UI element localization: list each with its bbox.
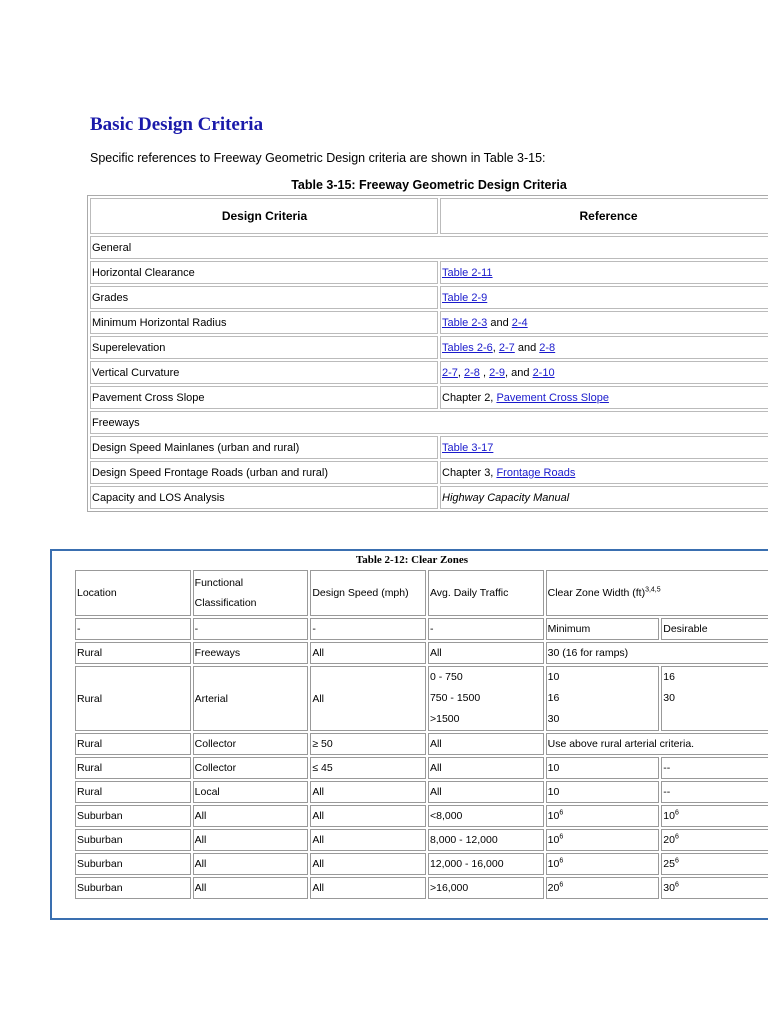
dash-cell: - xyxy=(193,618,309,640)
footnote-marker: 6 xyxy=(559,809,564,817)
table-row xyxy=(90,486,768,509)
classification-cell: All xyxy=(193,829,309,851)
reference-text: Chapter 3, xyxy=(442,466,494,479)
speed-cell: ≥ 50 xyxy=(310,733,426,755)
minimum-cell: 10 xyxy=(546,757,660,779)
traffic-cell: All xyxy=(428,642,544,664)
classification-cell: Freeways xyxy=(193,642,309,664)
table-row xyxy=(90,411,768,434)
traffic-cell: 12,000 - 16,000 xyxy=(428,853,544,875)
classification-cell: Arterial xyxy=(193,666,309,731)
traffic-value: 750 - 1500 xyxy=(429,692,481,704)
traffic-cell: 8,000 - 12,000 xyxy=(428,829,544,851)
reference-cell: Highway Capacity Manual xyxy=(440,486,768,509)
link-table-3-17[interactable]: Table 3-17 xyxy=(442,441,494,454)
criteria-cell: Minimum Horizontal Radius xyxy=(90,311,438,334)
dash-cell: - xyxy=(310,618,426,640)
traffic-value: 0 - 750 xyxy=(429,671,463,683)
table-row xyxy=(90,386,768,409)
table-row xyxy=(75,877,768,899)
traffic-cell xyxy=(428,666,544,731)
table-row xyxy=(75,805,768,827)
table-row xyxy=(75,757,768,779)
classification-cell: Collector xyxy=(193,733,309,755)
reference-cell xyxy=(440,436,768,459)
clear-zones-table xyxy=(73,568,768,901)
minimum-cell xyxy=(546,829,660,851)
desirable-cell xyxy=(661,805,768,827)
link-2-7[interactable]: 2-7 xyxy=(498,341,515,354)
table1-caption: Table 3-15: Freeway Geometric Design Criteria xyxy=(291,178,567,192)
classification-cell: All xyxy=(193,805,309,827)
traffic-cell: >16,000 xyxy=(428,877,544,899)
location-cell: Suburban xyxy=(75,853,191,875)
location-cell: Rural xyxy=(75,642,191,664)
link-2-8[interactable]: 2-8 xyxy=(464,366,480,379)
link-2-4[interactable]: 2-4 xyxy=(511,316,528,329)
speed-cell: All xyxy=(310,877,426,899)
traffic-cell: All xyxy=(428,757,544,779)
speed-cell: All xyxy=(310,805,426,827)
table-row xyxy=(90,336,768,359)
intro-text: Specific references to Freeway Geometric Design criteria are shown in Table 3-15: xyxy=(90,151,546,165)
location-cell: Suburban xyxy=(75,877,191,899)
footnote-marker: 6 xyxy=(559,857,564,865)
desirable-cell xyxy=(661,829,768,851)
header-location: Location xyxy=(75,570,191,616)
header-minimum: Minimum xyxy=(546,618,660,640)
minimum-value: 16 xyxy=(547,692,560,704)
clear-zones-panel xyxy=(50,549,768,920)
criteria-cell: Design Speed Frontage Roads (urban and rural) xyxy=(90,461,438,484)
link-2-9[interactable]: 2-9 xyxy=(489,366,506,379)
link-2-7[interactable]: 2-7 xyxy=(442,366,458,379)
link-table-2-3[interactable]: Table 2-3 xyxy=(442,316,488,329)
link-tables-2-6[interactable]: Tables 2-6 xyxy=(442,341,493,354)
criteria-cell: Design Speed Mainlanes (urban and rural) xyxy=(90,436,438,459)
location-cell: Rural xyxy=(75,666,191,731)
table-row xyxy=(90,261,768,284)
reference-cell xyxy=(440,261,768,284)
table-row xyxy=(90,361,768,384)
section-general: General xyxy=(90,236,768,259)
location-cell: Rural xyxy=(75,757,191,779)
minimum-cell: 10 xyxy=(546,781,660,803)
table-row xyxy=(75,829,768,851)
reference-cell: Tables 2-6, 2-7 and 2-8 xyxy=(440,336,768,359)
header-design-speed: Design Speed (mph) xyxy=(310,570,426,616)
link-pavement-cross-slope[interactable]: Pavement Cross Slope xyxy=(496,391,609,404)
table-header-row xyxy=(90,198,768,234)
link-table-2-11[interactable]: Table 2-11 xyxy=(442,266,493,279)
footnote-marker: 6 xyxy=(559,881,564,889)
minimum-value: 10 xyxy=(547,858,560,870)
freeway-design-criteria-table xyxy=(87,195,768,512)
table-row xyxy=(90,461,768,484)
minimum-cell xyxy=(546,666,660,731)
table-row xyxy=(90,286,768,309)
desirable-cell xyxy=(661,853,768,875)
criteria-cell: Pavement Cross Slope xyxy=(90,386,438,409)
minimum-cell xyxy=(546,805,660,827)
table-row xyxy=(75,642,768,664)
table-row xyxy=(75,853,768,875)
classification-cell: All xyxy=(193,853,309,875)
and-text: and xyxy=(517,341,537,354)
and-text: and xyxy=(490,316,509,329)
footnote-marker: 3,4,5 xyxy=(645,586,661,594)
classification-cell: Local xyxy=(193,781,309,803)
minimum-cell xyxy=(546,877,660,899)
header-functional-classification: Functional Classification xyxy=(193,570,309,616)
link-2-8[interactable]: 2-8 xyxy=(539,341,556,354)
section-freeways: Freeways xyxy=(90,411,768,434)
desirable-value: 10 xyxy=(663,810,675,822)
reference-cell xyxy=(440,311,768,334)
criteria-cell: Vertical Curvature xyxy=(90,361,438,384)
classification-cell: Collector xyxy=(193,757,309,779)
table-subheader-row xyxy=(75,618,768,640)
classification-cell: All xyxy=(193,877,309,899)
desirable-value: 25 xyxy=(663,858,675,870)
table-row xyxy=(75,781,768,803)
and-text: and xyxy=(511,366,530,379)
desirable-cell: -- xyxy=(661,781,768,803)
minimum-value: 20 xyxy=(547,882,560,894)
desirable-value: 20 xyxy=(663,834,675,846)
speed-cell: All xyxy=(310,781,426,803)
location-cell: Suburban xyxy=(75,829,191,851)
location-cell: Suburban xyxy=(75,805,191,827)
minimum-value: 10 xyxy=(547,671,560,683)
desirable-cell: -- xyxy=(661,757,768,779)
header-clear-zone-width-label: Clear Zone Width (ft) xyxy=(547,587,646,599)
table-row xyxy=(75,733,768,755)
traffic-cell: <8,000 xyxy=(428,805,544,827)
desirable-cell xyxy=(661,877,768,899)
speed-cell: All xyxy=(310,642,426,664)
speed-cell: All xyxy=(310,853,426,875)
page-heading: Basic Design Criteria xyxy=(90,114,264,135)
criteria-cell: Superelevation xyxy=(90,336,438,359)
link-frontage-roads[interactable]: Frontage Roads xyxy=(496,466,576,479)
header-reference: Reference xyxy=(440,198,768,234)
traffic-cell: All xyxy=(428,733,544,755)
location-cell: Rural xyxy=(75,733,191,755)
traffic-cell: All xyxy=(428,781,544,803)
footnote-marker: 6 xyxy=(674,857,679,865)
speed-cell: All xyxy=(310,829,426,851)
table-header-row xyxy=(75,570,768,616)
reference-cell xyxy=(440,286,768,309)
criteria-cell: Horizontal Clearance xyxy=(90,261,438,284)
traffic-value: >1500 xyxy=(429,713,460,725)
minimum-cell xyxy=(546,853,660,875)
clear-zone-cell: 30 (16 for ramps) xyxy=(546,642,768,664)
table-row xyxy=(90,311,768,334)
speed-cell: All xyxy=(310,666,426,731)
link-2-10[interactable]: 2-10 xyxy=(532,366,555,379)
criteria-cell: Grades xyxy=(90,286,438,309)
footnote-marker: 6 xyxy=(674,881,679,889)
desirable-value: 30 xyxy=(663,692,675,704)
header-design-criteria: Design Criteria xyxy=(90,198,438,234)
reference-cell xyxy=(440,461,768,484)
minimum-value: 10 xyxy=(547,810,560,822)
footnote-marker: 6 xyxy=(674,833,679,841)
desirable-value xyxy=(663,709,768,730)
desirable-value: 30 xyxy=(663,882,675,894)
table-row xyxy=(75,666,768,731)
dash-cell: - xyxy=(428,618,544,640)
link-table-2-9[interactable]: Table 2-9 xyxy=(442,291,488,304)
criteria-cell: Capacity and LOS Analysis xyxy=(90,486,438,509)
header-desirable: Desirable xyxy=(661,618,768,640)
reference-text: Chapter 2, xyxy=(442,391,494,404)
location-cell: Rural xyxy=(75,781,191,803)
minimum-value: 10 xyxy=(547,834,560,846)
footnote-marker: 6 xyxy=(559,833,564,841)
table-row xyxy=(90,436,768,459)
reference-cell: 2-7, 2-8 , 2-9, and 2-10 xyxy=(440,361,768,384)
header-clear-zone-width xyxy=(546,570,768,616)
reference-cell xyxy=(440,386,768,409)
desirable-value: 16 xyxy=(663,671,675,683)
minimum-value: 30 xyxy=(547,713,560,725)
dash-cell: - xyxy=(75,618,191,640)
table-row xyxy=(90,236,768,259)
footnote-marker: 6 xyxy=(674,809,679,817)
table2-caption: Table 2-12: Clear Zones xyxy=(355,554,469,566)
desirable-cell xyxy=(661,666,768,731)
speed-cell: ≤ 45 xyxy=(310,757,426,779)
clear-zone-cell: Use above rural arterial criteria. xyxy=(546,733,768,755)
header-avg-daily-traffic: Avg. Daily Traffic xyxy=(428,570,544,616)
